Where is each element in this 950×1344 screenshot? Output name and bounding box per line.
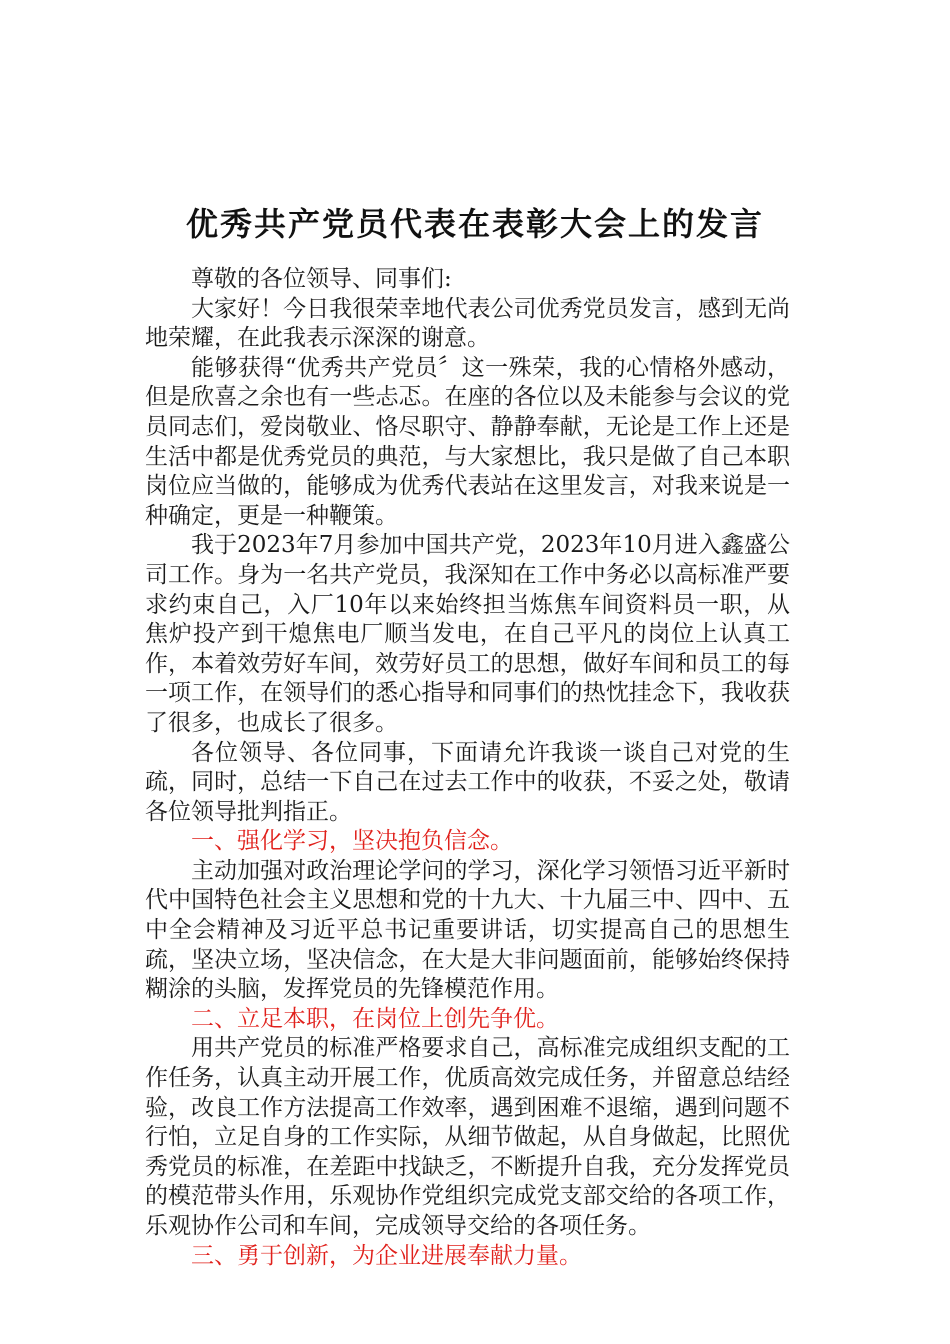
document-body	[145, 265, 790, 1271]
paragraph-transition: 各位领导、各位同事，下面请允许我谈一谈自己对党的生疏，同时，总结一下自己在过去工作中的收获，不妥之处，敬请各位领导批判指正。	[145, 739, 790, 825]
document-title: 优秀共产党员代表在表彰大会上的发言	[185, 205, 764, 243]
salutation: 尊敬的各位领导、同事们:	[191, 266, 452, 292]
paragraph-greeting: 大家好！今日我很荣幸地代表公司优秀党员发言，感到无尚地荣耀，在此我表示深深的谢意。	[145, 295, 790, 352]
section-heading-3: 三、勇于创新，为企业进展奉献力量。	[191, 1242, 582, 1269]
paragraph-background: 我于2023年7月参加中国共产党，2023年10月进入鑫盛公司工作。身为一名共产党员，我深知在工作中务必以高标准严要求约束自己，入厂10年以来始终担当炼焦车间资料员一职，从焦炉投产到干熄焦电厂顺当发电，在自己平凡的岗位上认真工作，本着效劳好车间，效劳好员工的思想，做好车间和员工的每一项工作，在领导们的悉心指导和同事们的热忱挂念下，我收获了很多，也成长了很多。	[145, 532, 790, 736]
paragraph-study: 主动加强对政治理论学问的学习，深化学习领悟习近平新时代中国特色社会主义思想和党的十九大、十九届三中、四中、五中全会精神及习近平总书记重要讲话，切实提高自己的思想生疏，坚决立场，坚决信念，在大是大非问题面前，能够始终保持糊涂的头脑，发挥党员的先锋模范作用。	[145, 857, 790, 1003]
paragraph-duty: 用共产党员的标准严格要求自己，高标准完成组织支配的工作任务，认真主动开展工作，优质高效完成任务，并留意总结经验，改良工作方法提高工作效率，遇到困难不退缩，遇到问题不行怕，立足自身的工作实际，从细节做起，从自身做起，比照优秀党员的标准，在差距中找缺乏，不断提升自我，充分发挥党员的模范带头作用，乐观协作党组织完成党支部交给的各项工作，乐观协作公司和车间，完成领导交给的各项任务。	[145, 1035, 790, 1239]
paragraph-honor: 能够获得“优秀共产党员〞这一殊荣，我的心情格外感动，但是欣喜之余也有一些忐忑。在座的各位以及未能参与会议的党员同志们，爱岗敬业、恪尽职守、静静奉献，无论是工作上还是生活中都是优秀党员的典范，与大家想比，我只是做了自己本职岗位应当做的，能够成为优秀代表站在这里发言，对我来说是一种确定，更是一种鞭策。	[145, 354, 790, 529]
section-heading-2: 二、立足本职，在岗位上创先争优。	[191, 1005, 559, 1032]
section-heading-1: 一、强化学习，坚决抱负信念。	[191, 828, 513, 855]
